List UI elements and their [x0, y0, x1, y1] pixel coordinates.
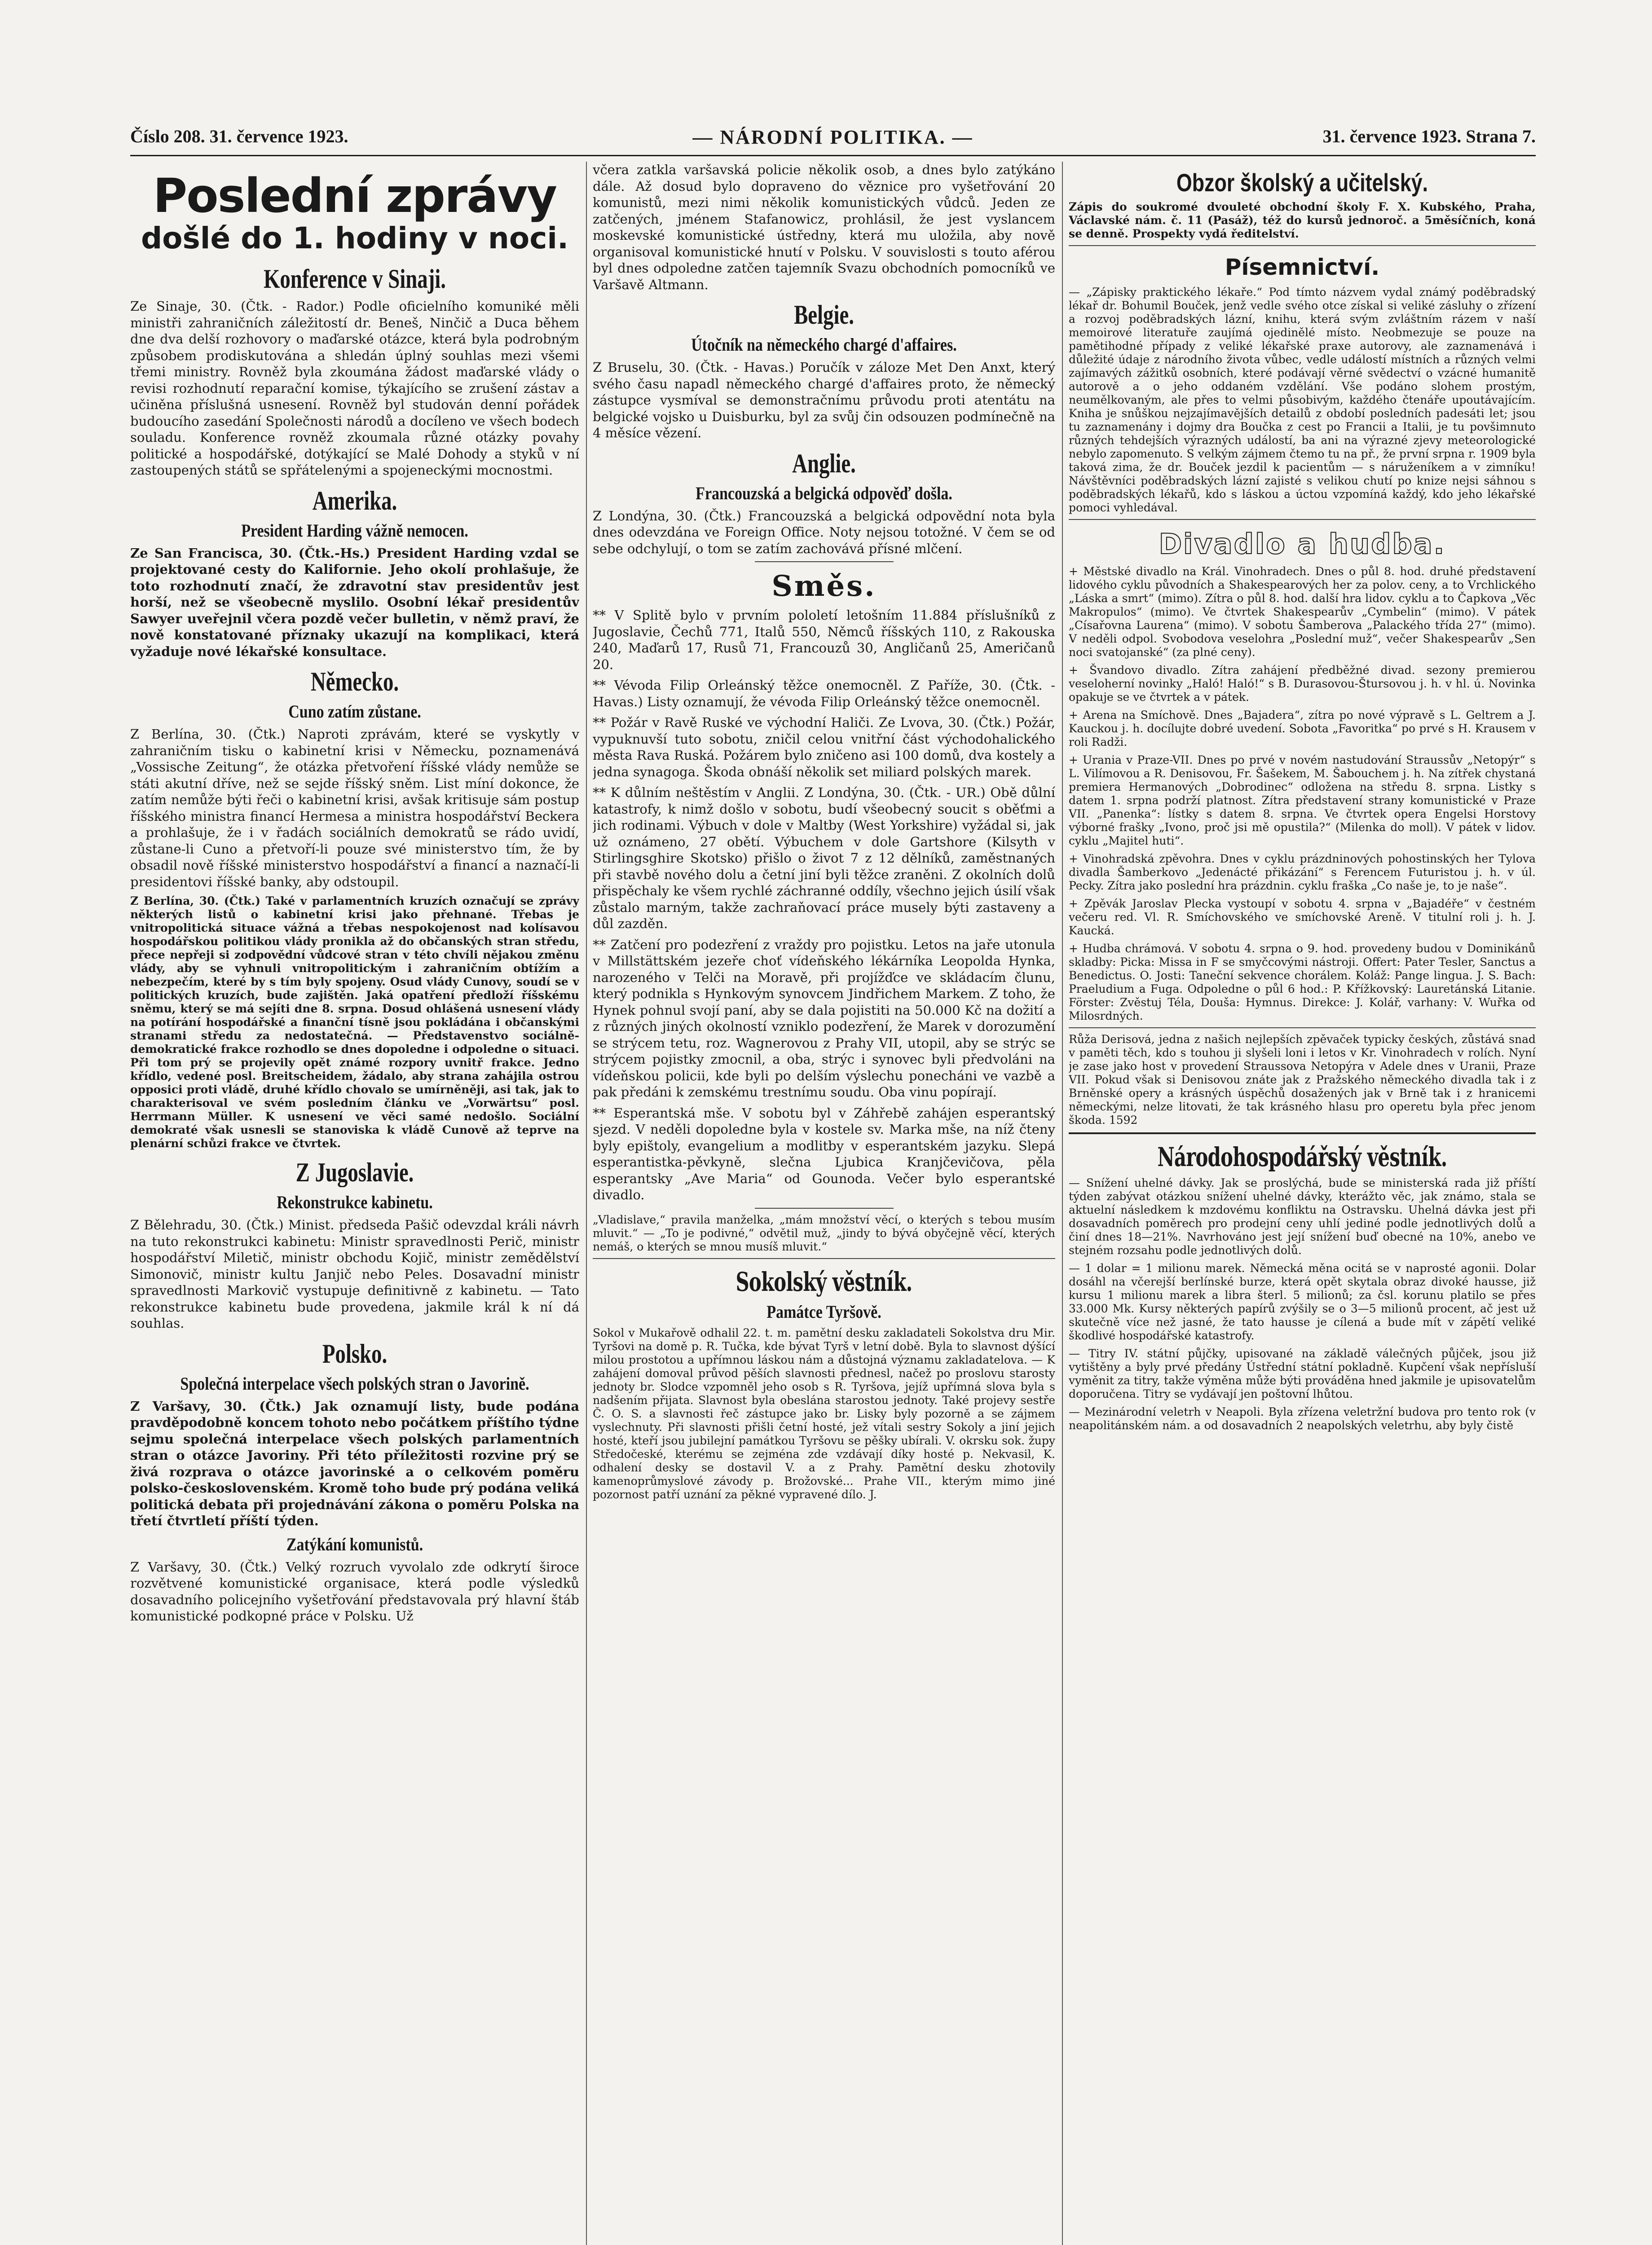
column-3 — [1069, 162, 1536, 2245]
joke: „Vladislave,“ pravila manželka, „mám množství věcí, o kterých s tebou musím mluvit.“ — „To je podivné,“ odvětil muž, „jindy to bývá obyčejně věcí, kterých nemáš, o kterých se mnou musíš mluvit.“ — [593, 1213, 1055, 1253]
subhead-anglie: Francouzská a belgická odpověď došla. — [696, 483, 952, 503]
subhead-amerika: President Harding vážně nemocen. — [241, 520, 468, 541]
article-nemecko-2: Z Berlína, 30. (Čtk.) Také v parlamentních kruzích označují se zprávy některých listů o kabinetní krisi jako přehnané. Třebas je vnitropolitická situace vážná a třebas nespokojenost nad kolísavou hospodářskou politikou vlády pronikla až do občanských stran středu, přece nepřeji si zodpovědní vůdcové stran v této chvíli nějakou změnu vlády, aby se vyhnuli vnitropolitickým i zahraničním obtížím a nebezpečím, které by s tím byly spojeny. Osud vlády Cunovy, soudí se v politických kruzích, bude zajištěn. Jaká opatření předloží říšskému sněmu, který se má sejíti dne 8. srpna. Dosud ohlášená usnesení vlády na potírání hospodářské a finanční tísně jsou pokládána i občanskými stranami středu za nedostatečná. — Představenstvo sociálně-demokratické frakce rozhodlo se dnes dopoledne i odpoledne o situaci. Při tom prý se projevily opět známé rozpory uvnitř frakce. Jedno křídlo, vedené posl. Breitscheidem, žádalo, aby strana zahájila ostrou opposici proti vládě, druhé křídlo chovalo se umírněněji, asi tak, jak to charakterisoval ve svém posledním článku ve „Vorwärtsu“ posl. Herrmann Müller. K usnesení ve věci samé nedošlo. Sociální demokraté však usnesli se stanoviska k vládě Cunově až teprve na plenární schůzi frakce ve čtvrtek. — [130, 894, 579, 1150]
issue-number: Číslo 208. 31. července 1923. — [130, 126, 348, 146]
article-smes-vevoda: ** Vévoda Filip Orleánský těžce onemocněl. Z Paříže, 30. (Čtk. - Havas.) Listy oznamují, že vévoda Filip Orleánský těžce onemocněl. — [593, 678, 1055, 709]
headline-polsko: Polsko. — [322, 1338, 388, 1369]
article-amerika: Ze San Francisca, 30. (Čtk.-Hs.) President Harding vzdal se projektované cesty do Kalifornie. Jeho okolí prohlašuje, že toto rozhodnutí značí, že zdravotní stav presidentův jest horší, než se všeobecně myslilo. Osobní lékař presidentův Sawyer uveřejnil včera pozdě večer bulletin, v němž praví, že nově konstatované příznaky ukazují na komplikaci, která vyžaduje nové lékařské konsultace. — [130, 545, 579, 659]
article-divadlo-zpevohra: + Vinohradská zpěvohra. Dnes v cyklu prázdninových pohostinských her Tylova divadla Šamberkovo „Jedenácté přikázání“ s Ferencem Futuristou j. h. v úl. Pecky. Zítra jako poslední hra prázdnin. cyklu fraška „Co naše je, to je naše“. — [1069, 852, 1536, 892]
masthead — [130, 126, 1536, 157]
headline-belgie: Belgie. — [794, 300, 854, 330]
newspaper-title: — NÁRODNÍ POLITIKA. — — [692, 126, 974, 148]
divider — [593, 1258, 1055, 1259]
headline-jugoslavie: Z Jugoslavie. — [295, 1158, 414, 1187]
article-smes-dulni: ** K důlním neštěstím v Anglii. Z Londýna, 30. (Čtk. - UR.) Obě důlní katastrofy, k nimž došlo v sobotu, budí všeobecný soucit s oběťmi a jich rodinami. Výbuch v dole v Maltby (West Yorkshire) vyžádal si, jak už oznámeno, 27 obětí. Výbuchem v dole Gartshore (Kilsyth v Stirlingsghire Skotsko) přišlo o život 7 z 12 dělníků, zaměstnaných při stavbě nového dolu a četní jiní byli těžce zraněni. Z okolních dolů přispěchaly ke všem rychlé záchranné oddíly, všechno jejich úsilí však zůstalo marným, takže zachraňovací práce musely býti zastaveny a důl zazděn. — [593, 785, 1055, 931]
article-obzor: Zápis do soukromé dvouleté obchodní školy F. X. Kubského, Praha, Václavské nám. č. 11 (Pasáž), též do kursů jednoroč. a 5měsíčních, koná se denně. Prospekty vydá ředitelství. — [1069, 200, 1536, 240]
article-pisemnictvi: — „Zápisky praktického lékaře.“ Pod tímto názvem vydal známý poděbradský lékař dr. Bohumil Bouček, jenž vedle svého otce získal si veliké zásluhy o zřízení a rozvoj poděbradských lázní, knihu, která svým zvláštním rázem v naší memoirové literatuře zaujímá ojedinělé místo. Neobmezuje se pouze na pamětihodné případy z veliké lékařské praxe autorovy, ale zaznamenává i důležité údaje z národního života vůbec, vedle událostí místních a různých velmi zajímavých zážitků osobních, které podávají věrné svědectví o vzácné humanitě autorově a o jeho oddaném vzdělání. Vše podáno slohem prostým, neumělkovaným, ale přes to velmi působivým, každého čtenáře upoutávajícím. Kniha je snůškou nejzajímavějších detailů z období posledních padesáti let; jsou tu zaznamenány i dojmy dra Boučka z cest po Francii a Italii, je tu povšimnuto různých tehdejších výrazných událostí, ba ani na výrazné zjevy meteorologické nebylo zapomenuto. S velkým zájmem čtemo tu na př., že první srpna r. 1909 byla taková zima, že dr. Bouček jezdil k pacientům — s náruženíkem a v zimníku! Návštěvníci poděbradských lázní zajisté s velikou chutí po knize nejsi sáhnou s poděbradských lékařů, kdo s láskou a úctou vzpomíná každý, kdo jeho lékařské pomoci vyhledával. — [1069, 286, 1536, 514]
article-divadlo-arena: + Arena na Smíchově. Dnes „Bajadera“, zítra po nové výpravě s L. Geltrem a J. Kauckou j. h. docílujte dobré uvedení. Sobota „Favoritka“ po prvé s H. Krausem v roli Radži. — [1069, 709, 1536, 748]
article-smes-esperanto: ** Esperantská mše. V sobotu byl v Záhřebě zahájen esperantský sjezd. V neděli dopoledne byla v kostele sv. Marka mše, na níž čteny byly epištoly, evangelium a modlitby v esperantském jazyku. Slepá esperantistka-pěvkyně, slečna Ljubica Kranjčevičova, pěla esperantsky „Ave Maria“ od Gounoda. Večer bylo esperantské divadlo. — [593, 1105, 1055, 1202]
subhead-belgie: Útočník na německého chargé d'affaires. — [691, 335, 957, 355]
article-smes-split: ** V Splitě bylo v prvním pololetí letošním 11.884 příslušníků z Jugoslavie, Čechů 771, Italů 550, Němců říšských 110, z Rakouska 240, Maďarů 17, Rusů 71, Francouzů 30, Angličanů 25, Američanů 20. — [593, 607, 1055, 672]
article-smes-vrazda: ** Zatčení pro podezření z vraždy pro pojistku. Letos na jaře utonula v Millstättském jezeře choť vídeňského lékárníka Leopolda Hynka, narozeného v Telči na Moravě, při projížďce ve skládacím člunu, který podnikla s Hynkovým synovcem Jindřichem Markem. Z toho, že Hynek pohnul svojí paní, aby se dala pojistiti na 50.000 Kč na dožití a z různých jiných okolností vzniklo podezření, že Marek v dorozumění se strýcem tetu, roz. Wagnerovou z Prahy VII, utopil, aby se strýc se strýcem pojistky zmocnil, a oba, strýc i synovec byli předvoláni na vídeňskou policii, kde byli po delším výslechu ponecháni ve vazbě a pak předáni k zemskému trestnímu soudu. Oba vinu popírají. — [593, 937, 1055, 1100]
article-belgie: Z Bruselu, 30. (Čtk. - Havas.) Poručík v záloze Met Den Anxt, který svého času napadl německého chargé d'affaires proto, že německý zástupce vysmíval se demonstračnímu průvodu proti atentátu na belgické vojsko u Duisburku, byl za svůj čin odsouzen podmínečně na 4 měsíce vězení. — [593, 360, 1055, 440]
article-nar-dolar: — 1 dolar = 1 milionu marek. Německá měna ocitá se v naprosté agonii. Dolar dosáhl na včerejší berlínské burze, která opět skytala obraz divoké hausse, již kursu 1 milionu marek a libra šterl. 5 milionů; za čsl. korunu platilo se přes 33.000 Mk. Kursy některých papírů zvýšily se o 3—5 milionů procent, ač jest už skutečně více než jasné, že tato hausse je cílená a bude mít v zápětí veliké škodlivé hospodářské katastrofy. — [1069, 1262, 1536, 1342]
article-nar-uhelna-davka: — Snížení uhelné dávky. Jak se proslýchá, bude se ministerská rada již příští týden zabývat otázkou snížení uhelné dávky, kterážto věc, jak známo, stala se aktuelní následkem k mzdovému konfliktu na Ostravsku. Uhelná dávka jest při dosavadních poměrech pro prodejní ceny uhlí jediné podle jednotlivých dolů a činí dnes 18—21%. Navrhováno jest její snížení buď obecné na 10%, anebo ve stejném rozsahu podle jednotlivých dolů. — [1069, 1176, 1536, 1257]
subhead-polsko: Společná interpelace všech polských stran o Javorině. — [180, 1373, 529, 1394]
headline-amerika: Amerika. — [312, 485, 397, 515]
column-rule — [1062, 162, 1063, 2245]
article-zatykani: Z Varšavy, 30. (Čtk.) Velký rozruch vyvolalo zde odkrytí široce rozvětvené komunistické organisace, která podle výsledků dosavadního policejního vyšetřování představovala prý hlavní štáb komunistické podkopné práce v Polsku. Už — [130, 1559, 579, 1624]
column-2 — [593, 162, 1055, 2245]
subhead-sokol: Památce Tyršově. — [767, 1301, 881, 1322]
divider — [1069, 245, 1536, 246]
divider — [755, 1208, 894, 1209]
section-title-obzor: Obzor školský a učitelský. — [1176, 168, 1428, 197]
headline-nemecko: Německo. — [310, 667, 399, 696]
article-nar-veletrh: — Mezinárodní veletrh v Neapoli. Byla zřízena veletržní budova pro tento rok (v neapolitánském nám. a od dosavadních 2 neapolských veletrhu, aby byly čistě — [1069, 1405, 1536, 1432]
divider — [1069, 1132, 1536, 1134]
article-divadlo-derisova: Růža Derisová, jedna z našich nejlepších zpěvaček typicky českých, zůstává snad v paměti těch, kdo s touhou ji slyšeli loni i letos v Kr. Vinohradech v rolích. Nyní je zase jako host v provedení Straussova Netopýra v Adele dnes v Uranii, Praze VII. Pokud však si Denisovou znáte jak z Pražského německého divadla tak i z Brněnské opery a krásných úspěchů dosažených jak v Brně tak i z hranicemi německými, nelze litovati, že tak krásného hlasu pro operetu byla přec jenom škoda. 1592 — [1069, 1033, 1536, 1127]
section-title-latest-news: Poslední zprávy — [153, 168, 557, 223]
subhead-zatykani: Zatýkání komunistů. — [286, 1534, 423, 1554]
article-divadlo-hudba: + Hudba chrámová. V sobotu 4. srpna o 9. hod. provedeny budou v Dominikánů skladby: Picka: Missa in F se smyčcovými nástroji. Offert: Pater Tesler, Sanctus a Benedictus. O. Josti: Taneční sekvence chorálem. Koláž: Pange lingua. J. S. Bach: Praeludium a Fuga. Odpoledne o půl 6 hod.: P. Křížkovský: Lauretánská Litanie. Förster: Zvěstuj Téla, Douša: Hymnus. Direkce: J. Kolář, varhany: V. Wuřka od Milosrdných. — [1069, 942, 1536, 1022]
article-nar-titry: — Titry IV. státní půjčky, upisované na základě válečných půjček, jsou již vytištěny a byly prvé předány Ústřední státní pokladně. Kupčení však nepřísluší vyměnit za titry, takže výměna může býti prováděna hned jakmile je upisovatelům doporučena. Titry se vydávají jen poštovní lhůtou. — [1069, 1347, 1536, 1400]
article-nemecko-1: Z Berlína, 30. (Čtk.) Naproti zprávám, které se vyskytly v zahraničním tisku o kabinetní krisi v Německu, poznamenává „Vossische Zeitung“, že otázka přetvoření říšské vlády nemůže se státi akutní dříve, než se sejde říšský sněm. List míní dokonce, že zatím nemůže býti řeči o kabinetní krisi, avšak kritisuje sám postup říšského ministra financí Hermesa a ministra hospodářství Beckera a prohlašuje, že i v řadách sociálních demokratů se rádo uvidí, zůstane-li Cuno a přetvoří-li pouze své ministerstvo tím, že by obsadil nově říšské ministerstvo hospodářství a financí a naznačí-li presidentovi říšské banky, aby odstoupil. — [130, 726, 579, 889]
headline-sinaj: Konference v Sinaji. — [263, 264, 446, 294]
subhead-jugoslavie: Rekonstrukce kabinetu. — [277, 1192, 433, 1212]
article-divadlo-vinohrady: + Městské divadlo na Král. Vinohradech. Dnes o půl 8. hod. druhé představení lidového cyklu původních a Shakespearových her za polov. ceny, a to Vrchlického „Láska a smrt“ (mimo). Zítra o půl 8. hod. další hra lidov. cyklu a to Čapkova „Věc Makropulos“ (mimo). Ve čtvrtek Shakespearův „Cymbelin“ (mimo). V pátek „Císařovna Laurena“ (mimo). V sobotu Šamberova „Palackého třída 27“ (mimo). V neděli odpol. Svobodova veselohra „Poslední muž“, večer Shakespearův „Sen noci svatojanské“ (za plné ceny). — [1069, 565, 1536, 659]
section-title-pisemnictvi: Písemnictví. — [1225, 254, 1380, 280]
page-date: 31. července 1923. Strana 7. — [1322, 126, 1536, 146]
article-polsko: Z Varšavy, 30. (Čtk.) Jak oznamují listy, bude podána pravděpodobně koncem tohoto nebo počátkem příštího týdne sejmu společná interpelace všech polských parlamentních stran o otázce Javoriny. Při této příležitosti rozvine prý se živá rozprava o otázce javorinské a o celkovém poměru polsko-československém. Kromě toho bude prý podána veliká politická debata při projednávání zákona o poměru Polska na třetí čtvrtletí příští týden. — [130, 1398, 579, 1528]
divider — [755, 561, 894, 562]
article-sinaj: Ze Sinaje, 30. (Čtk. - Rador.) Podle oficielního komuniké měli ministři zahraničních záležitostí dr. Beneš, Ninčič a Duca během dne dva delší rozhovory o maďarské otázce, která byla podrobným způsobem prodiskutována a shledán úplný souhlas mezi všemi třemi ministry. Rovněž byla zkoumána žádost maďarské vlády o revisi rozhodnutí reparační komise, týkajícího se zrušení zástav a učiněna příslušná usnesení. Rovněž byl studován denní pořádek budoucího zasedání Společnosti národů a docíleno ve všech bodech souladu. Konference rovněž zkoumala různé otázky povahy politické a hospodářské, dotýkající se Malé Dohody a styků v ní zastoupených států se spřátelenými a spojeneckými mocnostmi. — [130, 299, 579, 478]
article-zatykani-continued: včera zatkla varšavská policie několik osob, a dnes bylo zatýkáno dále. Až dosud bylo dopraveno do věznice pro vyšetřování 20 komunistů, mezi nimi několik komunistických vůdců. Jeden ze zatčených, jménem Stafanowicz, prohlásil, že jest vyslancem moskevské komunistické ústředny, která mu uložila, aby nově organisoval komunistické hnutí v Polsku. V souvislosti s touto aférou byl dnes odpoledne zatčen tajemník Svazu obchodních pomocníků ve Varšavě Altmann. — [593, 162, 1055, 292]
article-divadlo-urania: + Urania v Praze-VII. Dnes po prvé v novém nastudování Straussův „Netopýr“ s L. Vilímovou a R. Denisovou, Fr. Šašekem, M. Šabouchem j. h. Na zítřek chystaná premiera Hermanových „Dobrodinec“ odložena na středu 8. srpna. Listky s datem 1. srpna podrží platnost. Zítra představení strany komunistické v Praze VII. „Panenka“: lístky s datem 8. srpna. Ve čtvrtek opera Engelsi Horstovy výborné frašky „Ivono, proč jsi mě opustila?“ (Milenka do moll). V pátek v lidov. cyklu „Majitel huti“. — [1069, 753, 1536, 847]
section-title-divadlo: Divadlo a hudba. — [1159, 528, 1446, 560]
column-rule — [586, 162, 587, 2245]
article-anglie: Z Londýna, 30. (Čtk.) Francouzská a belgická odpovědní nota byla dnes odevzdána ve Foreign Office. Noty nejsou totožné. V čem se od sebe odchylují, o tom se zatím zachovává přísné mlčení. — [593, 508, 1055, 556]
article-smes-pozar: ** Požár v Ravě Ruské ve východní Haliči. Ze Lvova, 30. (Čtk.) Požár, vypuknuvší tuto sobotu, zničil celou vnitřní část východohalického města Rava Ruská. Požárem bylo zničeno asi 100 domů, dva kostely a jedna synagoga. Škoda obnáší několik set miliard polských marek. — [593, 715, 1055, 779]
article-divadlo-svandovo: + Švandovo divadlo. Zítra zahájení předběžné divad. sezony premierou veseloherní novinky „Haló! Haló!“ s B. Durasovou-Štursovou j. h. v hl. ú. Novinka opakuje se ve čtvrtek a v pátek. — [1069, 664, 1536, 704]
section-title-narodohospodarsky: Národohospodářský věstník. — [1157, 1142, 1447, 1172]
article-sokol: Sokol v Mukařově odhalil 22. t. m. pamětní desku zakladateli Sokolstva dru Mir. Tyršovi na domě p. R. Tučka, kde bývat Tyrš v letní době. Byla to slavnost dýšící milou prostotou a upřímnou láskou nám a důstojná významu zakladatelova. — K zahájení domoval průvod pěších slavnosti přednesl, načež po proslovu starosty jednoty br. Slodce vzpomněl jeho osob s R. Tyršova, jejíž upřímná slova byla s nadšením přijata. Slavnost byla obeslána starostou jednoty. Také projevy sestře Č. O. S. a slavnosti řeč zástupce jako br. Lisky byly pozorně a se zájmem vyslechnuty. Při slavnosti přišli četní hosté, jež vítali sestry Sokoly a jiní jejich hosté, kteří jsou jubilejní památkou Tyršovu se pěšky ubírali. V. okrsku sok. župy Středočeské, kterému se zejména zde vzdávají díky hosté p. Nekvasil, K. odhalení desky se dostavil V. a z Prahy. Pamětní desku zhotovily kamenoprůmyslové závody p. Brožovské... Prahe VII., kterým mimo jiné pozornost patří uznání za pěkné vypravené dílo. J. — [593, 1326, 1055, 1501]
subhead-nemecko: Cuno zatím zůstane. — [288, 701, 421, 722]
divider — [1069, 519, 1536, 520]
section-title-smes: Směs. — [771, 569, 877, 603]
column-1 — [130, 162, 579, 2245]
masthead-rule — [130, 155, 1536, 156]
section-subtitle: došlé do 1. hodiny v noci. — [141, 221, 569, 255]
headline-anglie: Anglie. — [792, 448, 856, 478]
article-divadlo-plecka: + Zpěvák Jaroslav Plecka vystoupí v sobotu 4. srpna v „Bajadéře“ v čestném večeru red. Vl. R. Smíchovského ve smíchovské Areně. V titulní roli j. h. J. Kaucká. — [1069, 897, 1536, 937]
divider — [1069, 1027, 1536, 1028]
article-jugoslavie: Z Bělehradu, 30. (Čtk.) Minist. předseda Pašič odevzdal králi návrh na tuto rekonstrukci kabinetu: Ministr spravedlnosti Perič, ministr hospodářství Miletič, ministr obchodu Kojič, ministr zemědělství Simonovič, ministr kultu Janjič nebo Peles. Dosavadní ministr spravedlnosti Markovič vystupuje definitivně z kabinetu. — Tato rekonstrukce kabinetu bude provedena, jakmile král k ní dá souhlas. — [130, 1217, 579, 1331]
section-title-sokol: Sokolský věstník. — [736, 1266, 912, 1297]
